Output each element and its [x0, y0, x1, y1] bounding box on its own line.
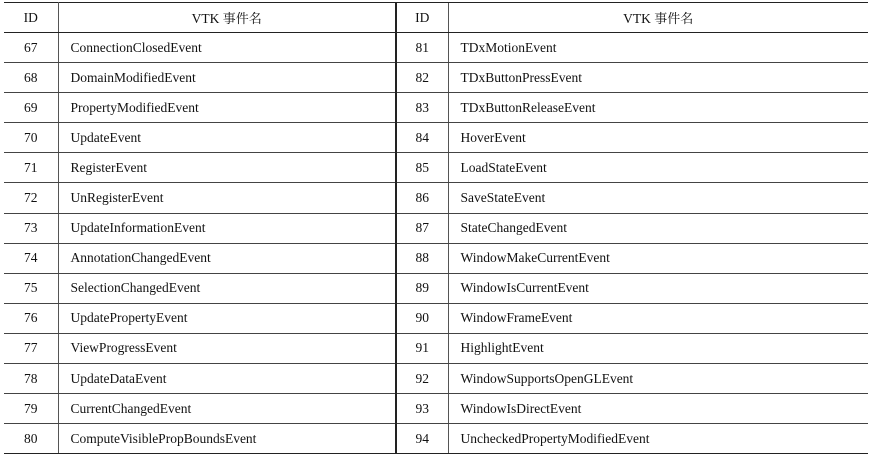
left-id-cell: 71: [4, 153, 58, 183]
table-row: [4, 394, 868, 424]
left-event-name-cell: PropertyModifiedEvent: [58, 93, 396, 123]
vtk-event-table: [4, 2, 868, 454]
right-event-name-cell: WindowFrameEvent: [448, 303, 868, 333]
header-id-left: ID: [4, 3, 58, 33]
right-id-cell: 92: [396, 364, 448, 394]
header-event-name-left: [58, 3, 396, 33]
header-event-name-left-prefix: VTK: [191, 11, 223, 26]
table-row: [4, 33, 868, 63]
left-event-name-cell: UpdateInformationEvent: [58, 213, 396, 243]
right-event-name-cell: WindowMakeCurrentEvent: [448, 243, 868, 273]
right-id-cell: 90: [396, 303, 448, 333]
right-event-name-cell: TDxButtonPressEvent: [448, 63, 868, 93]
left-id-cell: 77: [4, 333, 58, 363]
left-id-cell: 75: [4, 273, 58, 303]
right-id-cell: 84: [396, 123, 448, 153]
table-row: [4, 153, 868, 183]
left-event-name-cell: ComputeVisiblePropBoundsEvent: [58, 424, 396, 454]
left-id-cell: 80: [4, 424, 58, 454]
right-event-name-cell: WindowIsCurrentEvent: [448, 273, 868, 303]
right-id-cell: 82: [396, 63, 448, 93]
table-body: [4, 33, 868, 454]
right-id-cell: 83: [396, 93, 448, 123]
table-row: [4, 123, 868, 153]
table-row: [4, 333, 868, 363]
left-id-cell: 68: [4, 63, 58, 93]
right-event-name-cell: TDxMotionEvent: [448, 33, 868, 63]
left-id-cell: 67: [4, 33, 58, 63]
table-row: [4, 303, 868, 333]
left-id-cell: 74: [4, 243, 58, 273]
table-row: [4, 424, 868, 454]
left-event-name-cell: ViewProgressEvent: [58, 333, 396, 363]
right-event-name-cell: WindowIsDirectEvent: [448, 394, 868, 424]
header-row: [4, 3, 868, 33]
table-row: [4, 364, 868, 394]
table-row: [4, 183, 868, 213]
left-id-cell: 76: [4, 303, 58, 333]
left-id-cell: 73: [4, 213, 58, 243]
right-id-cell: 87: [396, 213, 448, 243]
header-event-name-right-cjk: 事件名: [654, 12, 694, 27]
header-event-name-right: [448, 3, 868, 33]
right-id-cell: 89: [396, 273, 448, 303]
right-event-name-cell: TDxButtonReleaseEvent: [448, 93, 868, 123]
header-event-name-left-cjk: 事件名: [222, 12, 262, 27]
left-id-cell: 70: [4, 123, 58, 153]
table-header: [4, 3, 868, 33]
right-id-cell: 93: [396, 394, 448, 424]
table-row: [4, 63, 868, 93]
left-event-name-cell: ConnectionClosedEvent: [58, 33, 396, 63]
right-event-name-cell: StateChangedEvent: [448, 213, 868, 243]
right-id-cell: 81: [396, 33, 448, 63]
left-event-name-cell: RegisterEvent: [58, 153, 396, 183]
right-event-name-cell: SaveStateEvent: [448, 183, 868, 213]
right-id-cell: 85: [396, 153, 448, 183]
right-event-name-cell: HighlightEvent: [448, 333, 868, 363]
table-row: [4, 243, 868, 273]
left-event-name-cell: UpdateEvent: [58, 123, 396, 153]
left-id-cell: 69: [4, 93, 58, 123]
vtk-event-table-container: [4, 2, 868, 454]
table-row: [4, 93, 868, 123]
left-id-cell: 72: [4, 183, 58, 213]
right-id-cell: 86: [396, 183, 448, 213]
left-event-name-cell: UpdateDataEvent: [58, 364, 396, 394]
right-event-name-cell: HoverEvent: [448, 123, 868, 153]
left-event-name-cell: AnnotationChangedEvent: [58, 243, 396, 273]
table-row: [4, 273, 868, 303]
left-event-name-cell: SelectionChangedEvent: [58, 273, 396, 303]
right-id-cell: 88: [396, 243, 448, 273]
right-event-name-cell: UncheckedPropertyModifiedEvent: [448, 424, 868, 454]
left-event-name-cell: CurrentChangedEvent: [58, 394, 396, 424]
right-event-name-cell: WindowSupportsOpenGLEvent: [448, 364, 868, 394]
right-event-name-cell: LoadStateEvent: [448, 153, 868, 183]
left-id-cell: 78: [4, 364, 58, 394]
right-id-cell: 94: [396, 424, 448, 454]
left-event-name-cell: UnRegisterEvent: [58, 183, 396, 213]
header-id-right: ID: [396, 3, 448, 33]
left-event-name-cell: DomainModifiedEvent: [58, 63, 396, 93]
right-id-cell: 91: [396, 333, 448, 363]
left-id-cell: 79: [4, 394, 58, 424]
header-event-name-right-prefix: VTK: [623, 11, 655, 26]
left-event-name-cell: UpdatePropertyEvent: [58, 303, 396, 333]
table-row: [4, 213, 868, 243]
